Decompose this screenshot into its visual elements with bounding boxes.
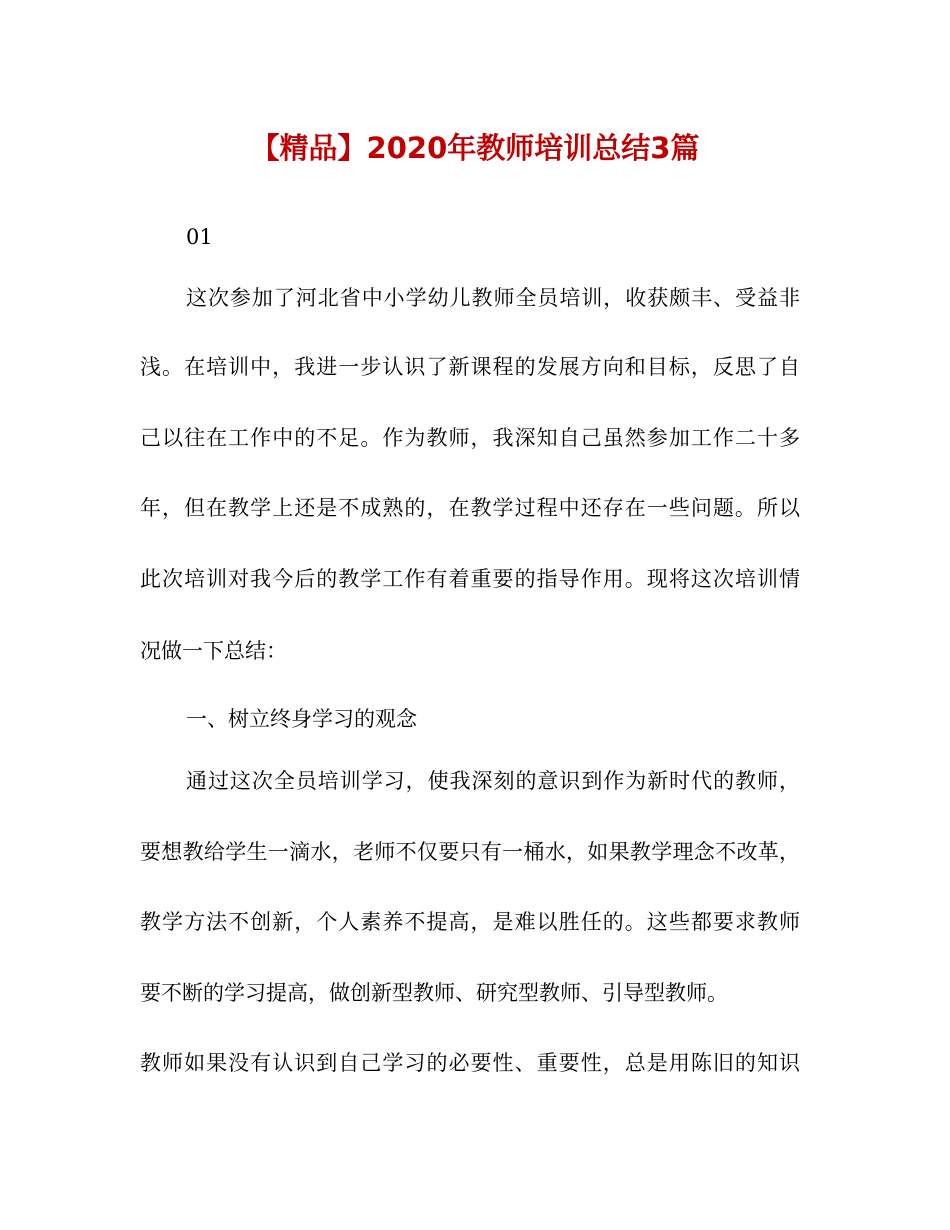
text-line: 年，但在教学上还是不成熟的，在教学过程中还存在一些问题。所以	[140, 496, 800, 520]
section-number: 01	[186, 225, 213, 249]
text-line: 己以往在工作中的不足。作为教师，我深知自己虽然参加工作二十多	[140, 426, 800, 450]
section-heading: 一、树立终身学习的观念	[186, 707, 417, 731]
text-line: 要不断的学习提高，做创新型教师、研究型教师、引导型教师。	[140, 981, 728, 1005]
document-title: 【精品】2020年教师培训总结3篇	[250, 131, 700, 165]
text-line: 况做一下总结：	[140, 639, 287, 663]
text-line: 这次参加了河北省中小学幼儿教师全员培训，收获颇丰、受益非	[186, 286, 800, 310]
text-line: 教学方法不创新，个人素养不提高，是难以胜任的。这些都要求教师	[140, 910, 800, 934]
text-line: 要想教给学生一滴水，老师不仅要只有一桶水，如果教学理念不改革，	[140, 840, 800, 864]
text-line: 通过这次全员培训学习，使我深刻的意识到作为新时代的教师，	[186, 769, 800, 793]
text-line: 此次培训对我今后的教学工作有着重要的指导作用。现将这次培训情	[140, 567, 800, 591]
text-line: 教师如果没有认识到自己学习的必要性、重要性，总是用陈旧的知识	[140, 1051, 800, 1075]
text-line: 浅。在培训中，我进一步认识了新课程的发展方向和目标，反思了自	[140, 355, 800, 379]
